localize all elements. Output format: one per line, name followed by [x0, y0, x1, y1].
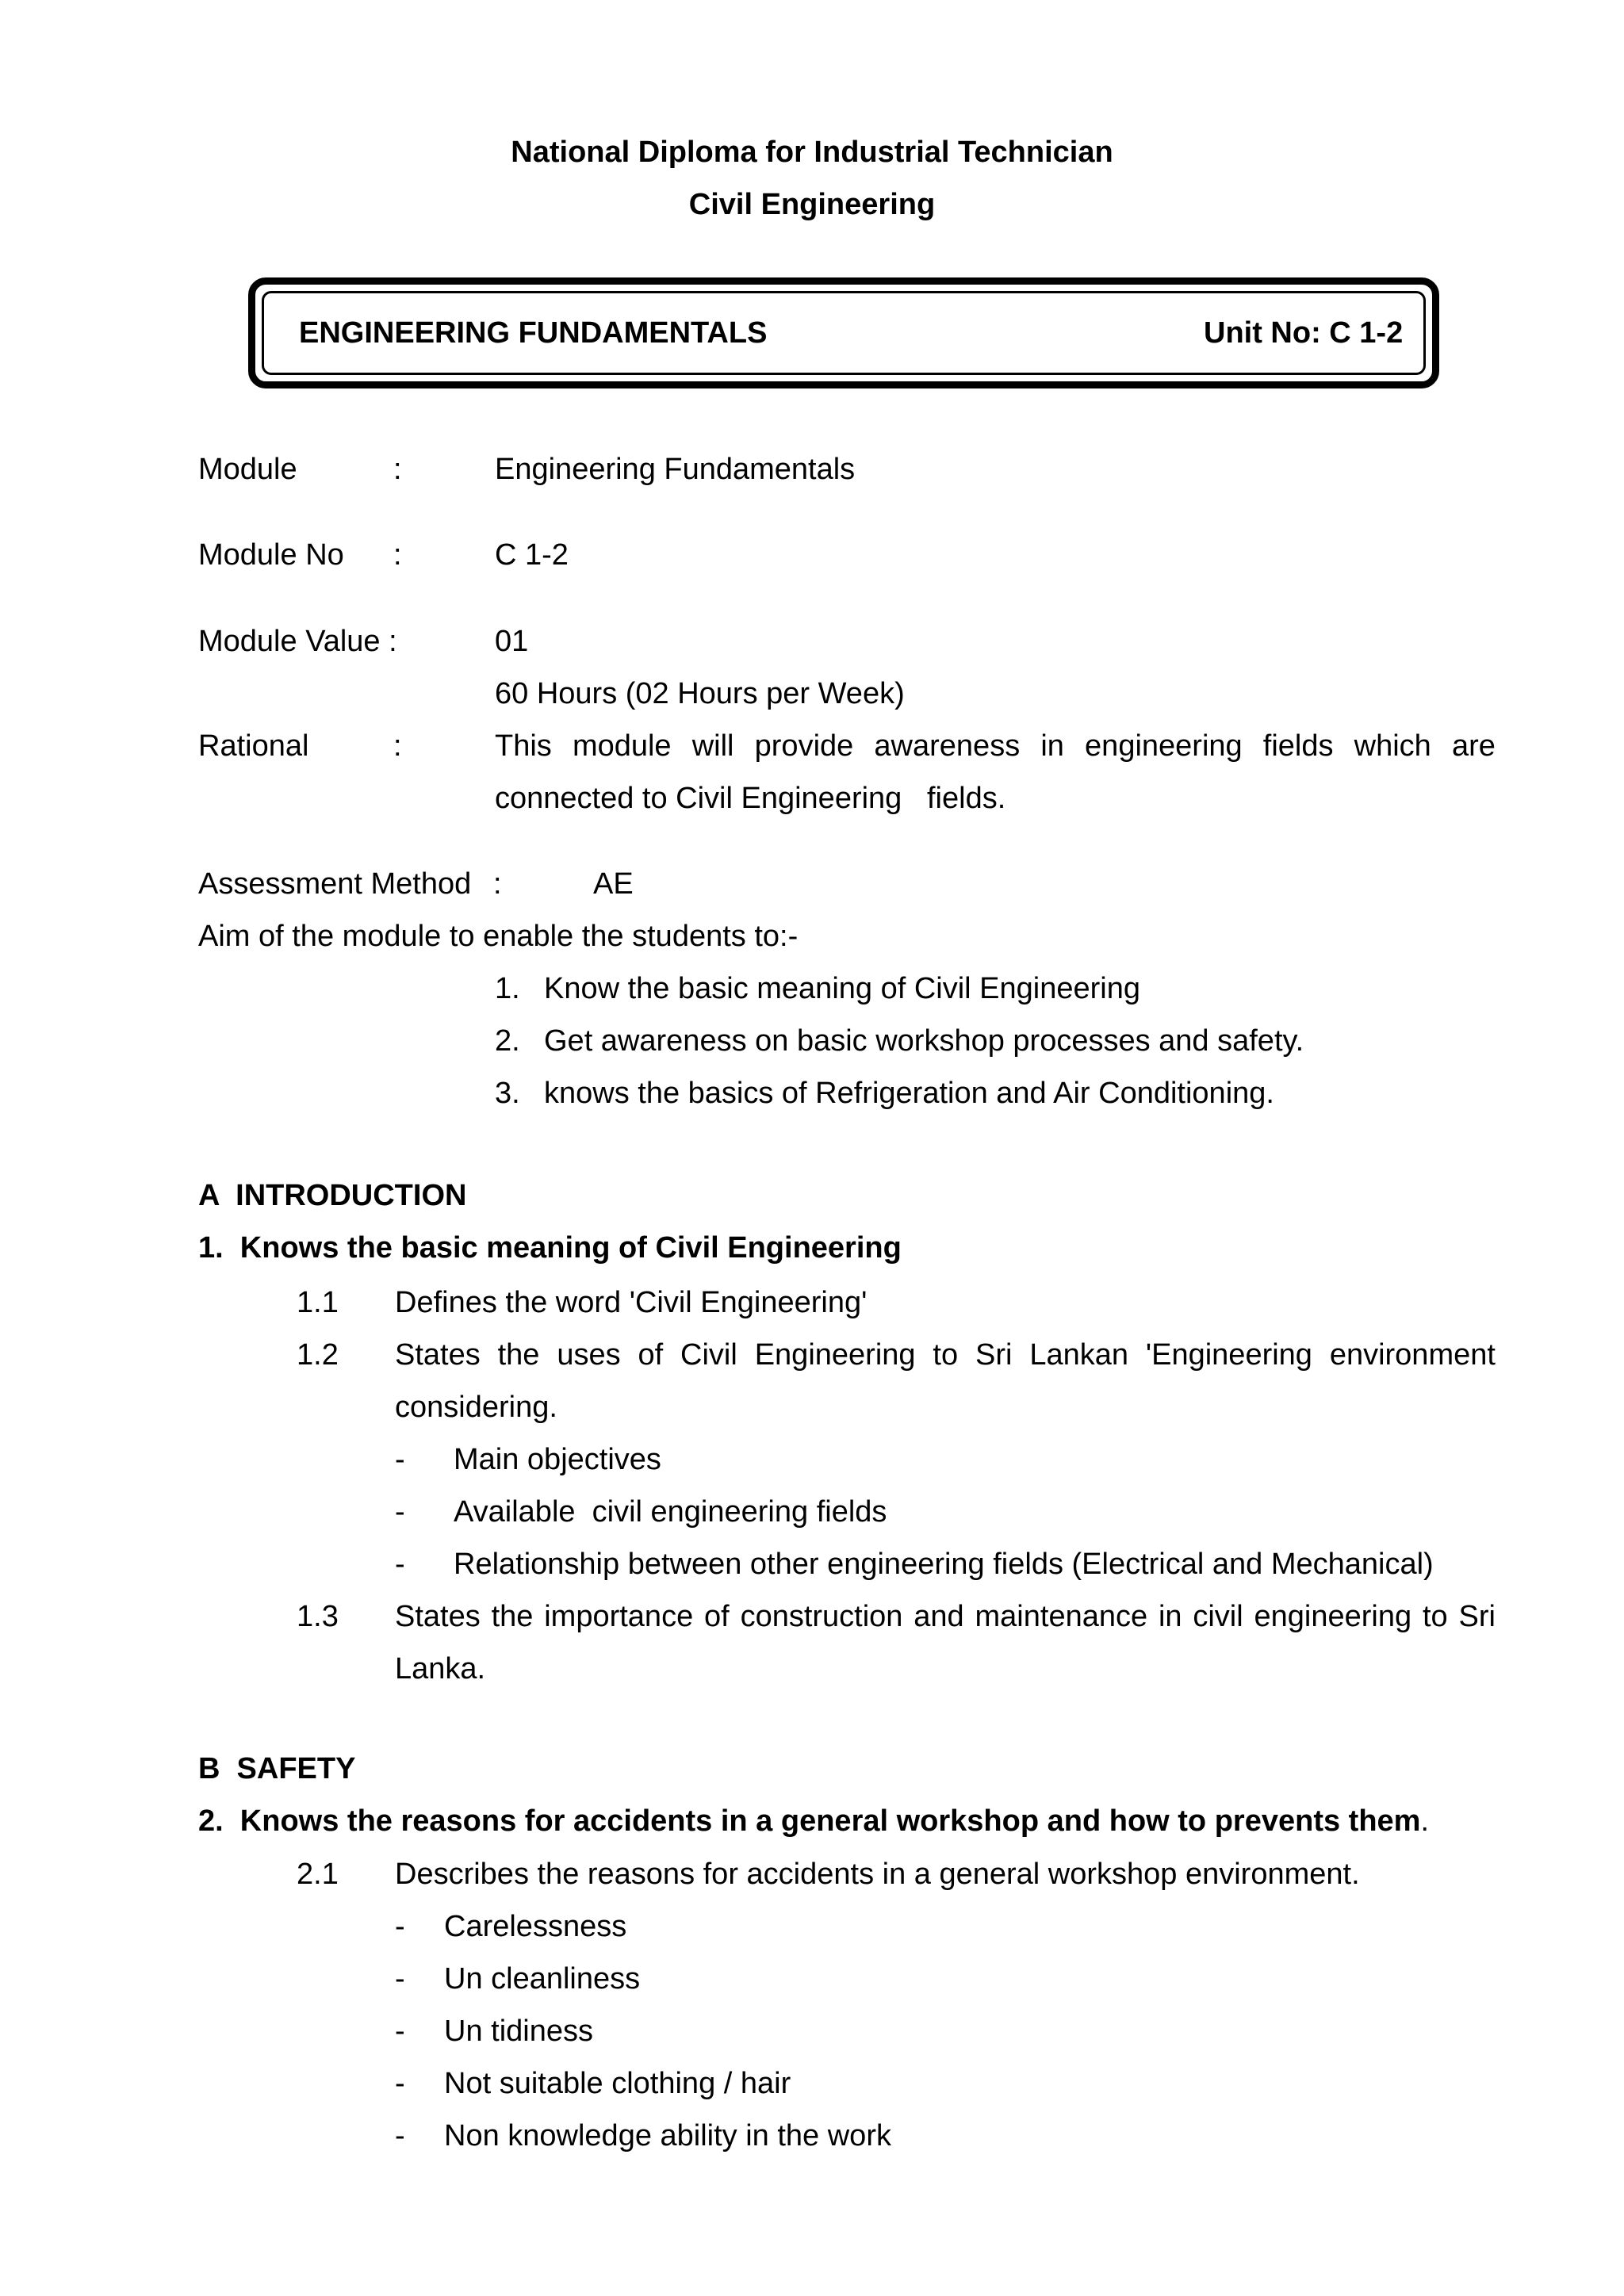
item-1-3-number: 1.3: [297, 1600, 339, 1633]
item-1-2-word: environment: [1329, 1338, 1496, 1372]
item-1-2-number: 1.2: [297, 1338, 339, 1372]
rational-word: in: [1040, 729, 1064, 763]
item-1-2-word: Sri: [975, 1338, 1013, 1372]
bullet-dash: -: [395, 1962, 405, 1996]
item-1-2-line-2: considering.: [395, 1391, 557, 1424]
rational-word: fields: [1262, 729, 1334, 763]
rational-line-1: [495, 727, 1496, 765]
rational-label: Rational: [198, 729, 309, 763]
unit-title: ENGINEERING FUNDAMENTALS: [299, 316, 768, 350]
item-1-3-word: the: [491, 1600, 534, 1633]
item-1-3-word: construction: [740, 1600, 903, 1633]
item-1-3-word: maintenance: [975, 1600, 1148, 1633]
item-1-3-word: of: [704, 1600, 730, 1633]
aim-item-number: 1.: [495, 972, 520, 1005]
rational-word: This: [495, 729, 552, 763]
rational-word: engineering: [1085, 729, 1243, 763]
item-1-2-word: of: [638, 1338, 664, 1372]
bullet-dash: -: [395, 1443, 405, 1476]
rational-word: are: [1451, 729, 1496, 763]
module-hours: 60 Hours (02 Hours per Week): [495, 677, 905, 710]
bullet-dash: -: [395, 1910, 405, 1943]
rational-colon: :: [393, 729, 402, 763]
item-1-2-word: the: [497, 1338, 540, 1372]
item-2-1-number: 2.1: [297, 1858, 339, 1891]
rational-line-2: connected to Civil Engineering fields.: [495, 782, 1006, 815]
aim-item-text: Know the basic meaning of Civil Engineering: [544, 972, 1140, 1005]
item-2-1-bullet: Carelessness: [444, 1910, 627, 1943]
item-1-1-text: Defines the word 'Civil Engineering': [395, 1286, 868, 1319]
bullet-dash: -: [395, 2015, 405, 2048]
bullet-dash: -: [395, 1495, 405, 1529]
header-line-1: National Diploma for Industrial Technician: [511, 136, 1113, 169]
rational-word: will: [691, 729, 734, 763]
item-1-3-word: States: [395, 1600, 481, 1633]
aim-item-text: Get awareness on basic workshop processes and safety.: [544, 1024, 1304, 1058]
item-1-3-line-1: [395, 1598, 1496, 1636]
item-1-3-word: Sri: [1458, 1600, 1496, 1633]
module-value-value: 01: [495, 625, 529, 658]
item-1-3-word: civil: [1193, 1600, 1243, 1633]
assessment-label: Assessment Method: [198, 867, 472, 901]
item-1-2-word: uses: [557, 1338, 621, 1372]
aim-item-text: knows the basics of Refrigeration and Air Conditioning.: [544, 1077, 1274, 1110]
rational-word: awareness: [874, 729, 1021, 763]
aim-intro: Aim of the module to enable the students to:-: [198, 920, 799, 953]
item-1-1-number: 1.1: [297, 1286, 339, 1319]
rational-word: module: [572, 729, 672, 763]
item-1-3-word: to: [1422, 1600, 1448, 1633]
section-a-heading: A INTRODUCTION: [198, 1179, 467, 1212]
bullet-dash: -: [395, 2067, 405, 2100]
item-1-3-word: in: [1158, 1600, 1182, 1633]
item-1-2-line-1: [395, 1336, 1496, 1374]
item-1-2-word: Engineering: [754, 1338, 916, 1372]
rational-word: provide: [754, 729, 854, 763]
item-2-1-bullet: Un cleanliness: [444, 1962, 641, 1996]
bullet-dash: -: [395, 1548, 405, 1581]
item-1-2-bullet: Relationship between other engineering fields (Electrical and Mechanical): [454, 1548, 1434, 1581]
assessment-colon: :: [493, 867, 502, 901]
module-value-label: Module Value :: [198, 625, 397, 658]
aim-item-number: 3.: [495, 1077, 520, 1110]
item-1-2-word: States: [395, 1338, 481, 1372]
item-2-1-bullet: Un tidiness: [444, 2015, 593, 2048]
module-label: Module: [198, 453, 297, 486]
module-no-value: C 1-2: [495, 538, 569, 572]
section-b-subheading-period: .: [1420, 1804, 1430, 1838]
item-2-1-bullet: Not suitable clothing / hair: [444, 2067, 791, 2100]
module-no-label: Module No: [198, 538, 344, 572]
section-b-subheading-text: 2. Knows the reasons for accidents in a general workshop and how to prevents them: [198, 1804, 1421, 1838]
assessment-value: AE: [593, 867, 634, 901]
aim-item-number: 2.: [495, 1024, 520, 1058]
unit-number: Unit No: C 1-2: [1204, 316, 1404, 350]
item-2-1-text: Describes the reasons for accidents in a general workshop environment.: [395, 1858, 1360, 1891]
section-b-heading: B SAFETY: [198, 1752, 356, 1785]
item-1-3-word: importance: [544, 1600, 694, 1633]
item-1-2-word: 'Engineering: [1145, 1338, 1312, 1372]
module-value: Engineering Fundamentals: [495, 453, 856, 486]
rational-word: which: [1354, 729, 1431, 763]
item-1-2-bullet: Main objectives: [454, 1443, 661, 1476]
section-b-subheading: [198, 1802, 1429, 1840]
item-1-3-line-2: Lanka.: [395, 1652, 486, 1686]
item-1-2-word: to: [933, 1338, 959, 1372]
item-2-1-bullet: Non knowledge ability in the work: [444, 2119, 891, 2152]
item-1-2-word: Civil: [680, 1338, 737, 1372]
item-1-3-word: engineering: [1254, 1600, 1412, 1633]
item-1-2-word: Lankan: [1029, 1338, 1128, 1372]
item-1-3-word: and: [914, 1600, 964, 1633]
section-a-subheading: 1. Knows the basic meaning of Civil Engineering: [198, 1231, 902, 1265]
module-colon: :: [393, 453, 402, 486]
header-line-2: Civil Engineering: [688, 188, 936, 221]
bullet-dash: -: [395, 2119, 405, 2152]
item-1-2-bullet: Available civil engineering fields: [454, 1495, 887, 1529]
module-no-colon: :: [393, 538, 402, 572]
